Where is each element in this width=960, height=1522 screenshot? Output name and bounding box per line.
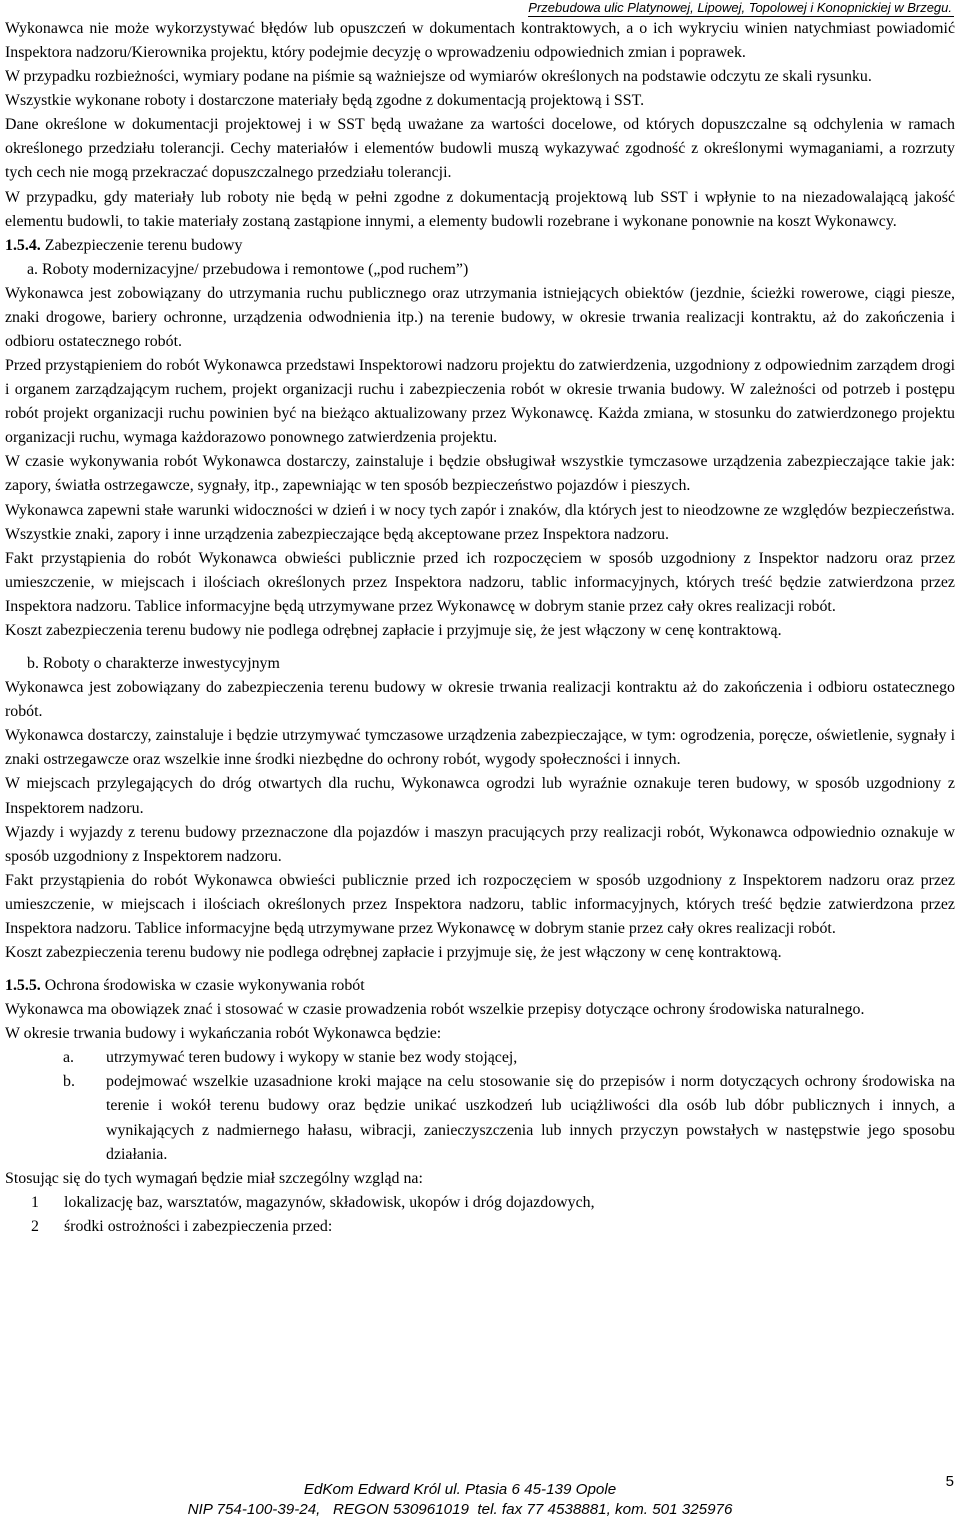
subheading-b: b. Roboty o charakterze inwestycyjnym [27,655,280,673]
section-title: Ochrona środowiska w czasie wykonywania robót [40,977,365,995]
paragraph: Wszystkie wykonane roboty i dostarczone materiały będą zgodne z dokumentacją projektową i SST. [5,92,645,110]
paragraph: Przed przystąpieniem do robót Wykonawca przedstawi Inspektorowi nadzoru projektu do zatwierdzenia, uzgodniony z odpowiednim zarządem drogi i organem zarządzającym ruchem, projekt organizacji ruchu i zabezpieczenia robót w okresie trwania budowy. W zależności od potrzeb i postępu robót projekt organizacji ruchu powinien być na bieżąco aktualizowany przez Wykonawcę. Każda zmiana, w stosunku do zatwierdzonego projektu organizacji ruchu, wymaga każdorazowo ponownego zatwierdzenia projektu. [5,357,955,447]
paragraph: Wykonawca jest zobowiązany do utrzymania ruchu publicznego oraz utrzymania istniejących obiektów (jezdnie, ścieżki rowerowe, ciągi piesze, znaki drogowe, bariery ochronne, urządzenia odwodnienia itp.) na terenie budowy, w okresie trwania realizacji kontraktu, aż do zakończenia i odbioru ostatecznego robót. [5,284,955,351]
list-item [5,1046,955,1070]
list-item [5,1070,955,1166]
footer-contact-line: NIP 754-100-39-24, REGON 530961019 tel. fax 77 4538881, kom. 501 325976 [187,1501,733,1518]
list-marker: 2 [31,1217,39,1235]
document-body [5,17,955,1239]
section-number: 1.5.5. [5,977,41,995]
list-marker: b. [63,1073,75,1091]
paragraph: Wykonawca dostarczy, zainstaluje i będzie utrzymywać tymczasowe urządzenia zabezpieczające, w tym: ogrodzenia, poręcze, oświetlenie, sygnały i znaki ostrzegawcze oraz wszelkie inne środki niezbędne do ochrony robót, wygody społeczności i innych. [5,727,955,769]
paragraph: Wykonawca jest zobowiązany do zabezpieczenia terenu budowy w okresie trwania realizacji kontraktu aż do zakończenia i odbioru ostatecznego robót. [5,679,955,721]
list-item [5,1191,955,1215]
subheading-a: a. Roboty modernizacyjne/ przebudowa i remontowe („pod ruchem”) [27,260,469,278]
list-marker: a. [63,1049,75,1067]
section-number: 1.5.4. [5,236,41,254]
list-marker: 1 [31,1193,39,1211]
running-header: Przebudowa ulic Platynowej, Lipowej, Topolowej i Konopnickiej w Brzegu. [528,0,952,15]
list-item [5,1215,955,1239]
paragraph: Wykonawca nie może wykorzystywać błędów lub opuszczeń w dokumentach kontraktowych, a o ich wykryciu winien natychmiast powiadomić Inspektora nadzoru/Kierownika projektu, który podejmie decyzję o wprowadzeniu odpowiednich zmian i poprawek. [5,20,955,62]
paragraph: Fakt przystąpienia do robót Wykonawca obwieści publicznie przed ich rozpoczęciem w sposób uzgodniony z Inspektor nadzoru oraz przez umieszczenie, w miejscach i ilościach określonych przez Inspektora nadzoru, tablic informacyjnych, których treść będzie zatwierdzona przez Inspektora nadzoru. Tablice informacyjne będą utrzymywane przez Wykonawcę w dobrym stanie przez cały okres realizacji robót. [5,549,955,615]
paragraph: Wykonawca ma obowiązek znać i stosować w czasie prowadzenia robót wszelkie przepisy dotyczące ochrony środowiska naturalnego. [5,1001,865,1019]
paragraph: W czasie wykonywania robót Wykonawca dostarczy, zainstaluje i będzie obsługiwał wszystkie tymczasowe urządzenia zabezpieczające takie jak: zapory, światła ostrzegawcze, sygnały, itp., zapewniając w ten sposób bezpieczeństwo pojazdów i pieszych. [5,453,955,495]
paragraph: W przypadku rozbieżności, wymiary podane na piśmie są ważniejsze od wymiarów określonych na podstawie odczytu ze skali rysunku. [5,68,872,86]
section-title: Zabezpieczenie terenu budowy [40,236,243,254]
list-item-text: utrzymywać teren budowy i wykopy w stanie bez wody stojącej, [106,1049,518,1067]
paragraph: Fakt przystąpienia do robót Wykonawca obwieści publicznie przed ich rozpoczęciem w sposób uzgodniony z Inspektorem nadzoru oraz przez umieszczenie, w miejscach i ilościach określonych przez Inspektora nadzoru, tablic informacyjnych, których treść będzie zatwierdzona przez Inspektora nadzoru. Tablice informacyjne będą utrzymywane przez Wykonawcę w dobrym stanie przez cały okres realizacji robót. [5,871,955,937]
footer-company-line: EdKom Edward Król ul. Ptasia 6 45-139 Opole [303,1481,617,1498]
page-footer [0,1480,920,1520]
paragraph: Wykonawca zapewni stałe warunki widoczności w dzień i w nocy tych zapór i znaków, dla których jest to nieodzowne ze względów bezpieczeństwa. [5,501,955,519]
list-item-text: podejmować wszelkie uzasadnione kroki mające na celu stosowanie się do przepisów i norm dotyczących ochrony środowiska na terenie i wokół terenu budowy oraz będzie unikać uszkodzeń lub uciążliwości dla osób lub dóbr publicznych i innych, a wynikających z nadmiernego hałasu, wibracji, zanieczyszczenia lub innych przyczyn powstałych w następstwie jego sposobu działania. [106,1073,955,1163]
paragraph: Koszt zabezpieczenia terenu budowy nie podlega odrębnej zapłacie i przyjmuje się, że jest włączony w cenę kontraktową. [5,621,782,639]
paragraph: Wszystkie znaki, zapory i inne urządzenia zabezpieczające będą akceptowane przez Inspektora nadzoru. [5,525,669,543]
page-number: 5 [945,1473,954,1490]
paragraph: Dane określone w dokumentacji projektowej i w SST będą uważane za wartości docelowe, od których dopuszczalne są odchylenia w ramach określonego przedziału tolerancji. Cechy materiałów i elementów budowli muszą wykazywać zgodność z określonymi wymaganiami, a rozrzuty tych cech nie mogą przekraczać dopuszczalnego przedziału tolerancji. [5,116,955,182]
list-item-text: środki ostrożności i zabezpieczenia przed: [64,1217,333,1235]
list-item-text: lokalizację baz, warsztatów, magazynów, składowisk, ukopów i dróg dojazdowych, [64,1193,595,1211]
paragraph: Wjazdy i wyjazdy z terenu budowy przeznaczone dla pojazdów i maszyn pracujących przy realizacji robót, Wykonawca odpowiednio oznakuje w sposób uzgodniony z Inspektorem nadzoru. [5,823,955,865]
paragraph: Koszt zabezpieczenia terenu budowy nie podlega odrębnej zapłacie i przyjmuje się, że jest włączony w cenę kontraktową. [5,943,782,961]
paragraph: Stosując się do tych wymagań będzie miał szczególny wzgląd na: [5,1169,423,1187]
section-heading-1-5-5 [5,974,955,998]
section-heading-1-5-4 [5,234,955,258]
paragraph: W okresie trwania budowy i wykańczania robót Wykonawca będzie: [5,1025,442,1043]
paragraph: W miejscach przylegających do dróg otwartych dla ruchu, Wykonawca ogrodzi lub wyraźnie oznakuje teren budowy, w sposób uzgodniony z Inspektorem nadzoru. [5,775,955,817]
paragraph: W przypadku, gdy materiały lub roboty nie będą w pełni zgodne z dokumentacją projektową lub SST i wpłynie to na niezadowalającą jakość elementu budowli, to takie materiały zostaną zastąpione innymi, a elementy budowli rozebrane i wykonane ponownie na koszt Wykonawcy. [5,188,955,230]
